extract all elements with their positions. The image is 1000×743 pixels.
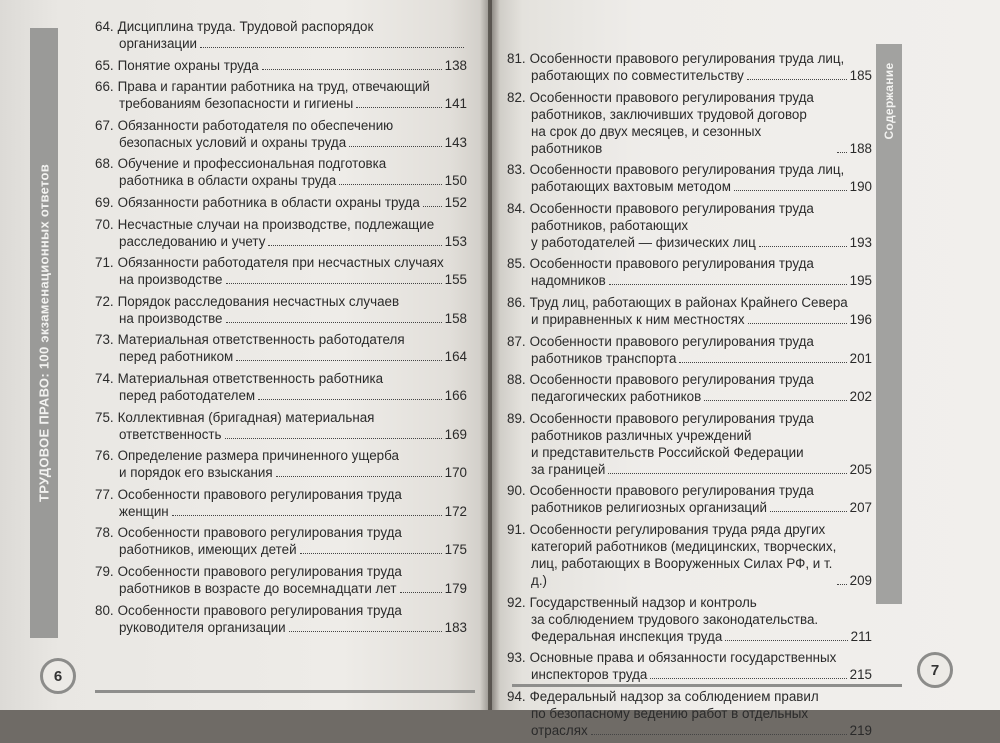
toc-entry-title: Федеральная инспекция труда xyxy=(531,628,723,644)
toc-entry-page: 205 xyxy=(849,461,872,477)
toc-entry-page: 152 xyxy=(444,194,467,210)
toc-dot-leader xyxy=(172,515,442,516)
toc-entry xyxy=(95,57,467,74)
toc-dot-leader xyxy=(591,734,847,735)
toc-entry-title: Особенности правового регулирования труда xyxy=(117,525,402,541)
toc-entry-number: 91. xyxy=(507,521,526,537)
toc-entry-title: перед работодателем xyxy=(119,387,256,403)
toc-entry xyxy=(95,331,467,365)
toc-entry xyxy=(95,155,467,189)
toc-entry xyxy=(95,602,467,636)
toc-entry-title: Порядок расследования несчастных случаев xyxy=(117,293,400,309)
toc-dot-leader xyxy=(200,47,464,48)
toc-dot-leader xyxy=(262,69,442,70)
toc-entry-title: работников транспорта xyxy=(531,350,677,366)
toc-entry-number: 93. xyxy=(507,650,526,666)
toc-entry xyxy=(507,688,872,739)
toc-entry-page: 195 xyxy=(849,273,872,289)
toc-entry xyxy=(95,78,467,112)
toc-entry-title: работников, заключивших трудовой договор xyxy=(531,106,807,122)
toc-dot-leader xyxy=(226,283,442,284)
left-side-title: ТРУДОВОЕ ПРАВО: 100 экзаменационных ответов xyxy=(36,164,52,502)
toc-entry-title: Материальная ответственность работодателя xyxy=(117,332,405,348)
toc-entry xyxy=(95,486,467,520)
toc-entry-page: 215 xyxy=(849,667,872,683)
left-page xyxy=(0,0,488,710)
toc-entry-page: 150 xyxy=(444,173,467,189)
toc-entry-page: 141 xyxy=(444,96,467,112)
toc-entry-page: 169 xyxy=(444,426,467,442)
toc-entry xyxy=(95,194,467,211)
toc-entry-title: и представительств Российской Федерации xyxy=(531,444,804,460)
toc-dot-leader xyxy=(268,245,441,246)
toc-entry-number: 82. xyxy=(507,89,526,105)
toc-entry-title: Особенности правового регулирования труда xyxy=(529,483,814,499)
toc-entry-title: отраслях xyxy=(531,722,588,738)
toc-entry-title: Особенности правового регулирования труда xyxy=(529,372,814,388)
left-page-number: 6 xyxy=(40,658,76,694)
right-side-band xyxy=(876,44,902,604)
toc-entry-title: Дисциплина труда. Трудовой распорядок xyxy=(117,19,374,34)
toc-entry-number: 94. xyxy=(507,688,526,704)
toc-entry-page: 190 xyxy=(849,179,872,195)
toc-dot-leader xyxy=(679,362,846,363)
toc-dot-leader xyxy=(734,190,847,191)
toc-entry-title: Коллективная (бригадная) материальная xyxy=(117,409,375,425)
toc-dot-leader xyxy=(423,206,442,207)
toc-dot-leader xyxy=(258,399,442,400)
toc-dot-leader xyxy=(608,473,846,474)
toc-entry xyxy=(95,216,467,250)
toc-entry-number: 83. xyxy=(507,162,526,178)
toc-entry-title: Обучение и профессиональная подготовка xyxy=(117,156,387,172)
toc-entry-page: 211 xyxy=(850,628,872,644)
toc-entry xyxy=(95,524,467,558)
toc-entry xyxy=(95,293,467,327)
toc-dot-leader xyxy=(770,511,847,512)
left-bottom-rule xyxy=(95,690,475,693)
toc-entry-title: Труд лиц, работающих в районах Крайнего Севера xyxy=(529,294,848,310)
toc-entry-number: 76. xyxy=(95,448,114,464)
right-side-title: Содержание xyxy=(882,62,896,140)
toc-entry-page: 185 xyxy=(849,68,872,83)
toc-entry-title: работников в возрасте до восемнадцати лет xyxy=(119,580,397,596)
toc-entry-page: 219 xyxy=(849,722,872,738)
toc-entry-title: педагогических работников xyxy=(531,389,702,405)
toc-dot-leader xyxy=(225,438,442,439)
toc-entry-number: 69. xyxy=(95,194,114,210)
toc-entry-title: у работодателей — физических лиц xyxy=(531,234,756,250)
toc-dot-leader xyxy=(748,323,847,324)
toc-entry-page: 166 xyxy=(444,387,467,403)
toc-dot-leader xyxy=(400,592,442,593)
left-side-band xyxy=(30,28,58,638)
toc-entry-number: 90. xyxy=(507,483,526,499)
toc-entry-page: 188 xyxy=(849,140,872,156)
toc-entry-number: 86. xyxy=(507,294,526,310)
toc-entry-number: 74. xyxy=(95,370,114,386)
toc-entry-title: Особенности правового регулирования труда лиц, xyxy=(529,162,845,178)
toc-dot-leader xyxy=(349,146,442,147)
toc-entry-number: 68. xyxy=(95,156,114,172)
toc-entry-title: Особенности правового регулирования труда xyxy=(117,563,402,579)
toc-dot-leader xyxy=(276,476,442,477)
toc-entry-page: 183 xyxy=(444,619,467,635)
right-page-number: 7 xyxy=(917,652,953,688)
toc-entry-title: категорий работников (медицинских, творческих, xyxy=(531,538,837,554)
toc-dot-leader xyxy=(837,584,847,585)
toc-entry-title: Особенности правового регулирования труда xyxy=(529,256,814,272)
toc-entry-title: женщин xyxy=(119,503,169,519)
toc-entry-title: работающих вахтовым методом xyxy=(531,179,731,195)
toc-entry-number: 79. xyxy=(95,563,114,579)
toc-entry xyxy=(95,370,467,404)
toc-entry-title: за границей xyxy=(531,461,606,477)
toc-entry-title: перед работником xyxy=(119,349,234,365)
toc-dot-leader xyxy=(837,152,847,153)
toc-entry xyxy=(507,255,872,289)
toc-dot-leader xyxy=(704,400,846,401)
toc-entry-title: работников религиозных организаций xyxy=(531,500,768,516)
toc-dot-leader xyxy=(226,322,442,323)
toc-entry-title: инспекторов труда xyxy=(531,667,648,683)
toc-entry-title: Материальная ответственность работника xyxy=(117,370,384,386)
toc-entry-title: Обязанности работодателя при несчастных случаях xyxy=(117,255,444,271)
toc-entry xyxy=(507,89,872,157)
toc-entry-title: Обязанности работника в области охраны труда xyxy=(117,194,420,210)
toc-entry-number: 70. xyxy=(95,216,114,232)
toc-entry-title: Особенности правового регулирования труда xyxy=(117,486,402,502)
toc-entry-number: 75. xyxy=(95,409,114,425)
toc-entry-number: 67. xyxy=(95,117,114,133)
toc-dot-leader xyxy=(725,640,847,641)
toc-entry-number: 87. xyxy=(507,333,526,349)
toc-entry xyxy=(507,294,872,328)
toc-entry-page: 170 xyxy=(444,465,467,481)
toc-entry-title: Понятие охраны труда xyxy=(117,57,259,73)
toc-entry-page: 193 xyxy=(849,234,872,250)
toc-entry xyxy=(507,333,872,367)
toc-entry-title: на производстве xyxy=(119,310,223,326)
toc-entry-title: и приравненных к ним местностях xyxy=(531,311,745,327)
toc-entry-title: безопасных условий и охраны труда xyxy=(119,134,347,150)
right-toc xyxy=(507,50,872,743)
toc-entry-number: 84. xyxy=(507,200,526,216)
toc-entry-title: Особенности правового регулирования труда xyxy=(529,200,814,216)
toc-dot-leader xyxy=(356,107,441,108)
toc-entry-title: работающих по совместительству xyxy=(531,68,744,83)
book-gutter xyxy=(480,0,500,710)
toc-entry-title: ответственность xyxy=(119,426,222,442)
toc-entry-number: 64. xyxy=(95,19,114,34)
toc-entry-number: 71. xyxy=(95,255,114,271)
toc-entry-number: 92. xyxy=(507,594,526,610)
toc-entry-number: 85. xyxy=(507,256,526,272)
toc-entry-number: 78. xyxy=(95,525,114,541)
toc-entry-title: Особенности правового регулирования труда xyxy=(529,410,814,426)
toc-dot-leader xyxy=(289,631,442,632)
toc-entry-page: 164 xyxy=(444,349,467,365)
toc-entry-title: руководителя организации xyxy=(119,619,286,635)
toc-entry xyxy=(507,200,872,251)
toc-entry-number: 81. xyxy=(507,51,526,66)
toc-entry-number: 66. xyxy=(95,79,114,95)
toc-entry-title: требованиям безопасности и гигиены xyxy=(119,96,354,112)
toc-entry-page: 209 xyxy=(849,572,872,588)
toc-entry xyxy=(507,161,872,195)
toc-entry-page: 172 xyxy=(444,503,467,519)
toc-entry-page: 175 xyxy=(444,542,467,558)
toc-entry xyxy=(507,482,872,516)
toc-entry-title: Особенности правового регулирования труда лиц, xyxy=(529,51,845,66)
toc-entry-title: Особенности правового регулирования труда xyxy=(529,89,814,105)
toc-dot-leader xyxy=(300,553,442,554)
toc-entry-title: Основные права и обязанности государственных xyxy=(529,650,837,666)
toc-entry-title: на производстве xyxy=(119,272,223,288)
toc-entry-title: Особенности правового регулирования труда xyxy=(529,333,814,349)
toc-entry-title: Федеральный надзор за соблюдением правил xyxy=(529,688,819,704)
toc-entry xyxy=(507,410,872,478)
toc-entry-title: Определение размера причиненного ущерба xyxy=(117,448,399,464)
toc-entry-number: 80. xyxy=(95,602,114,618)
toc-entry-title: надомников xyxy=(531,273,606,289)
toc-entry-number: 89. xyxy=(507,410,526,426)
toc-entry-title: по безопасному ведению работ в отдельных xyxy=(531,705,809,721)
toc-entry-number: 77. xyxy=(95,486,114,502)
toc-entry-title: лиц, работающих в Вооруженных Силах РФ, и т. д.) xyxy=(531,555,833,588)
toc-entry xyxy=(95,117,467,151)
toc-entry-page: 201 xyxy=(849,350,872,366)
toc-entry-page: 155 xyxy=(444,272,467,288)
toc-entry xyxy=(95,447,467,481)
toc-dot-leader xyxy=(650,678,846,679)
toc-entry-number: 72. xyxy=(95,293,114,309)
toc-entry-page: 153 xyxy=(444,233,467,249)
toc-entry-title: работников, работающих xyxy=(531,217,689,233)
toc-entry xyxy=(507,649,872,683)
toc-entry-page: 143 xyxy=(444,134,467,150)
toc-entry-number: 65. xyxy=(95,57,114,73)
right-bottom-rule xyxy=(512,684,902,687)
toc-entry-title: организации xyxy=(119,36,198,51)
toc-entry xyxy=(507,50,872,84)
toc-entry xyxy=(507,521,872,589)
toc-entry xyxy=(95,18,467,52)
toc-dot-leader xyxy=(759,246,847,247)
toc-entry-title: Обязанности работодателя по обеспечению xyxy=(117,117,394,133)
toc-entry xyxy=(95,254,467,288)
toc-entry-title: работников различных учреждений xyxy=(531,427,752,443)
toc-dot-leader xyxy=(236,360,441,361)
toc-entry-title: Несчастные случаи на производстве, подлежащие xyxy=(117,216,435,232)
toc-entry-title: на срок до двух месяцев, и сезонных работников xyxy=(531,123,762,156)
toc-entry-title: расследованию и учету xyxy=(119,233,266,249)
toc-entry xyxy=(95,563,467,597)
toc-entry xyxy=(507,594,872,645)
toc-entry-title: Особенности правового регулирования труда xyxy=(117,602,402,618)
right-page xyxy=(492,0,1000,738)
toc-entry-page: 196 xyxy=(849,311,872,327)
toc-entry-page: 138 xyxy=(444,57,467,73)
toc-entry-title: Государственный надзор и контроль xyxy=(529,594,757,610)
toc-entry-page: 207 xyxy=(849,500,872,516)
toc-entry xyxy=(507,371,872,405)
toc-entry-title: за соблюдением трудового законодательства. xyxy=(531,611,819,627)
toc-dot-leader xyxy=(747,79,847,80)
toc-entry-title: Права и гарантии работника на труд, отвечающий xyxy=(117,79,430,95)
toc-entry-page: 158 xyxy=(444,310,467,326)
toc-entry-title: и порядок его взыскания xyxy=(119,465,273,481)
toc-dot-leader xyxy=(339,184,441,185)
toc-entry-page: 179 xyxy=(444,580,467,596)
toc-entry-title: работников, имеющих детей xyxy=(119,542,297,558)
toc-entry-number: 73. xyxy=(95,332,114,348)
toc-dot-leader xyxy=(609,284,847,285)
toc-entry-title: работника в области охраны труда xyxy=(119,173,337,189)
left-toc xyxy=(95,18,467,640)
toc-entry-title: Особенности регулирования труда ряда других xyxy=(529,521,826,537)
toc-entry-page: 202 xyxy=(849,389,872,405)
toc-entry xyxy=(95,409,467,443)
toc-entry-number: 88. xyxy=(507,372,526,388)
